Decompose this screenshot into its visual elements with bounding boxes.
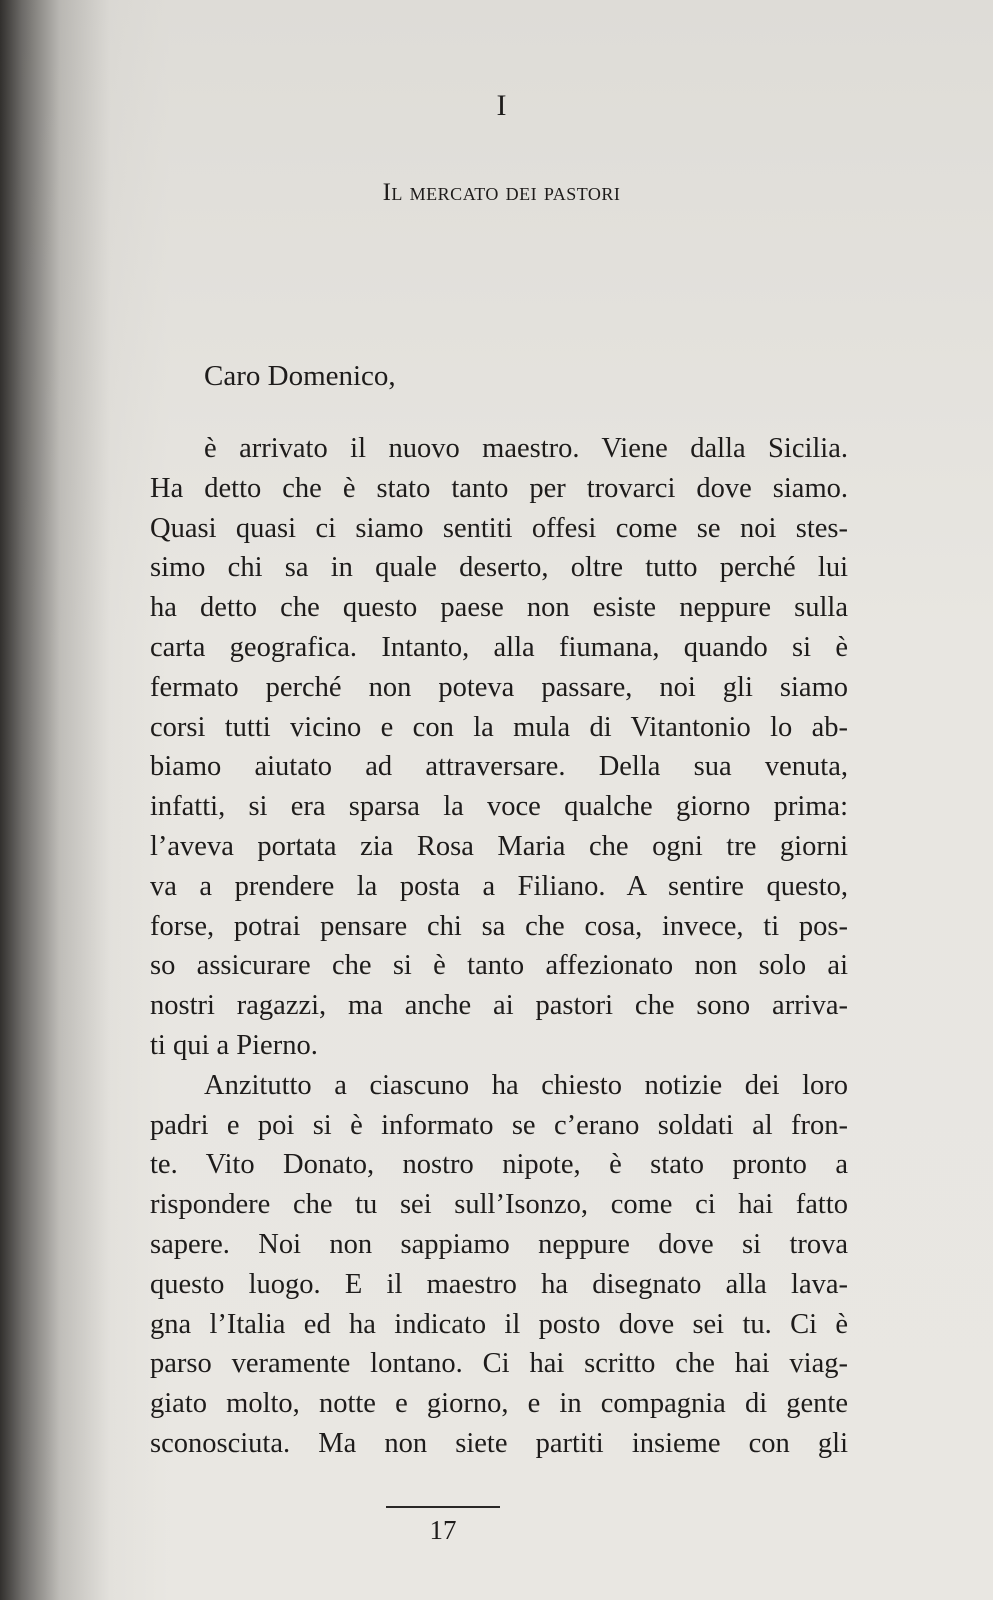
text-line: va a prendere la posta a Filiano. A sentire questo, xyxy=(150,870,848,902)
chapter-title: Il mercato dei pastori xyxy=(382,179,621,206)
text-line: padri e poi si è informato se c’erano soldati al fron- xyxy=(150,1109,848,1141)
text-line: questo luogo. E il maestro ha disegnato alla lava- xyxy=(150,1268,848,1300)
text-line: te. Vito Donato, nostro nipote, è stato pronto a xyxy=(150,1149,848,1181)
text-line: sconosciuta. Ma non siete partiti insieme con gli xyxy=(150,1427,848,1459)
text-line: ti qui a Pierno. xyxy=(150,1029,318,1061)
letter-body xyxy=(150,429,848,1464)
letter-salutation: Caro Domenico, xyxy=(204,360,396,392)
text-line: parso veramente lontano. Ci hai scritto che hai viag- xyxy=(150,1348,848,1380)
chapter-number: I xyxy=(496,89,507,122)
text-line: simo chi sa in quale deserto, oltre tutto perché lui xyxy=(150,552,848,584)
text-line: giato molto, notte e giorno, e in compagnia di gente xyxy=(150,1388,848,1420)
text-line: forse, potrai pensare chi sa che cosa, invece, ti pos- xyxy=(150,910,848,942)
text-line: so assicurare che si è tanto affezionato non solo ai xyxy=(150,950,848,982)
page-number: 17 xyxy=(429,1515,457,1545)
text-line: biamo aiutato ad attraversare. Della sua venuta, xyxy=(150,751,848,783)
text-line: fermato perché non poteva passare, noi gli siamo xyxy=(150,671,848,703)
text-line: corsi tutti vicino e con la mula di Vitantonio lo ab- xyxy=(150,711,848,743)
text-line: gna l’Italia ed ha indicato il posto dove sei tu. Ci è xyxy=(150,1308,848,1340)
text-line: Quasi quasi ci siamo sentiti offesi come se noi stes- xyxy=(150,512,848,544)
text-line: sapere. Noi non sappiamo neppure dove si trova xyxy=(150,1228,848,1260)
text-line: nostri ragazzi, ma anche ai pastori che sono arriva- xyxy=(150,990,848,1022)
text-line: è arrivato il nuovo maestro. Viene dalla Sicilia. xyxy=(204,433,848,464)
paragraph-2 xyxy=(150,1066,848,1464)
text-line: infatti, si era sparsa la voce qualche giorno prima: xyxy=(150,791,848,823)
text-line: rispondere che tu sei sull’Isonzo, come ci hai fatto xyxy=(150,1189,848,1221)
text-line: carta geografica. Intanto, alla fiumana, quando si è xyxy=(150,631,848,663)
text-line: l’aveva portata zia Rosa Maria che ogni tre giorni xyxy=(150,830,848,862)
text-line: ha detto che questo paese non esiste neppure sulla xyxy=(150,592,848,624)
page-number-rule xyxy=(386,1506,500,1508)
text-line: Anzitutto a ciascuno ha chiesto notizie dei loro xyxy=(204,1069,848,1101)
text-line: Ha detto che è stato tanto per trovarci dove siamo. xyxy=(150,472,848,504)
paragraph-1 xyxy=(150,429,848,1066)
